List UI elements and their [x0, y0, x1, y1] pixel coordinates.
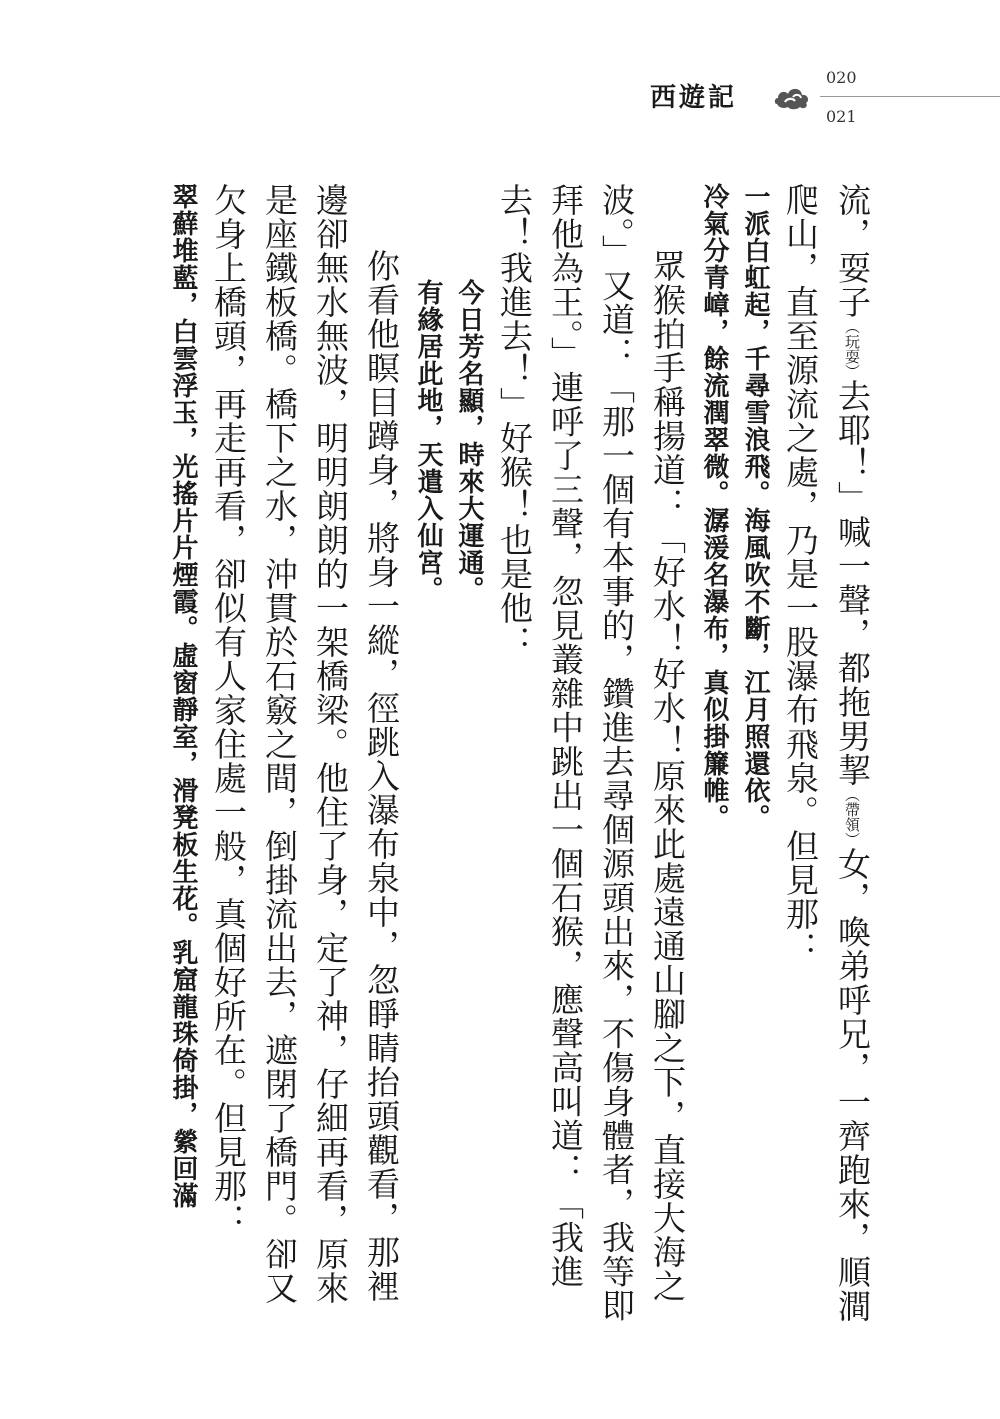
cloud-icon	[773, 82, 811, 112]
annotation-note: （玩耍）	[843, 319, 861, 379]
header-divider	[820, 96, 1000, 97]
poem-line: 冷氣分青嶂，餘流潤翠微。潺湲名瀑布，真似掛簾帷。	[699, 183, 729, 831]
paragraph-1: 流，耍子（玩耍）去耶！」喊一聲，都拖男挈（帶領）女，喚弟呼兄，一齊跑來，順澗爬山，直至源流之處，乃是一股瀑布飛泉。但見那：	[781, 183, 872, 1323]
page-number-left: 020	[826, 68, 857, 87]
paragraph-2: 眾猴拍手稱揚道：「好水！好水！原來此處遠通山腳之下，直接大海之波。」又道：「那一個有本事的，鑽進去尋個源頭出來，不傷身體者，我等即拜他為王。」連呼了三聲，忽見叢雜中跳出一個石猴，應聲高叫道：「我進去！我進去！」好猴！也是他：	[495, 183, 687, 1323]
poem-line: 有緣居此地，天遣入仙宮。	[413, 279, 443, 603]
page-number-right: 021	[826, 107, 857, 126]
vertical-body-text	[150, 183, 878, 1333]
book-title: 西遊記	[650, 83, 738, 113]
poem-line: 一派白虹起，千尋雪浪飛。海風吹不斷，江月照還依。	[740, 183, 770, 831]
annotation-note: （帶領）	[843, 787, 861, 847]
poem-line: 今日芳名顯，時來大運通。	[454, 279, 484, 603]
paragraph-3: 你看他瞑目蹲身，將身一縱，徑跳入瀑布泉中，忽睜睛抬頭觀看，那裡邊卻無水無波，明明朗朗的一架橋梁。他住了身，定了神，仔細再看，原來是座鐵板橋。橋下之水，沖貫於石竅之間，倒掛流出去，遮閉了橋門。卻又欠身上橋頭，再走再看，卻似有人家住處一般，真個好所在。但見那：	[209, 183, 401, 1305]
poem-line: 翠蘚堆藍，白雲浮玉，光搖片片煙霞。虛窗靜室，滑凳板生花。乳窟龍珠倚掛，縈回滿	[168, 183, 198, 1209]
